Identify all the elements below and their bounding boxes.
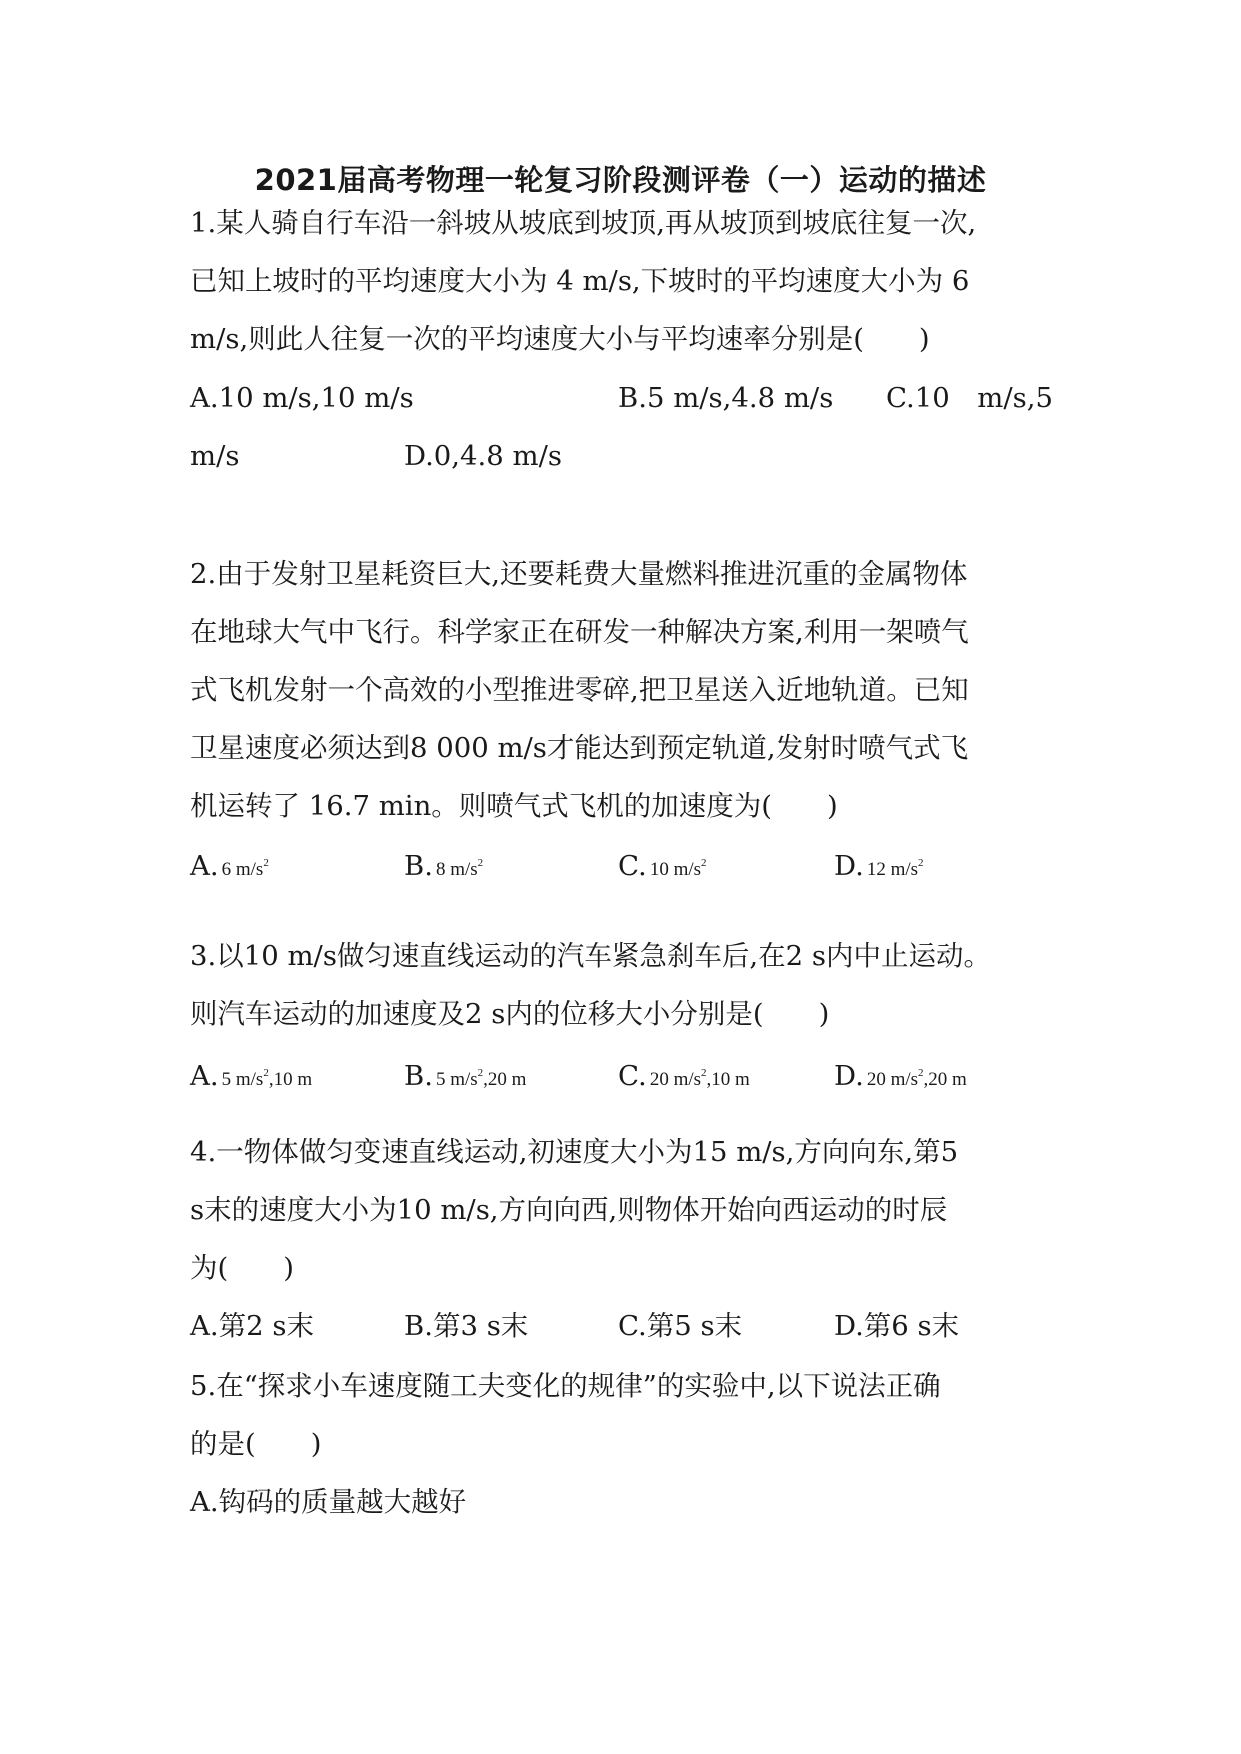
q4-line-3: 为( ) xyxy=(190,1252,294,1284)
q5-line-2: 的是( ) xyxy=(190,1428,322,1460)
q2-option-c: C. 10 $m/s^2$ xyxy=(618,850,707,882)
q4-option-d: D.第6 s末 xyxy=(834,1310,960,1342)
q2-line-1: 2.由于发射卫星耗资巨大,还要耗费大量燃料推进沉重的金属物体 xyxy=(190,558,968,590)
q2-line-5: 机运转了 16.7 min。则喷气式飞机的加速度为( ) xyxy=(190,790,838,822)
q4-option-a: A.第2 s末 xyxy=(190,1310,314,1342)
q2-option-b: B. 8 $m/s^2$ xyxy=(404,850,484,882)
q2-line-3: 式飞机发射一个高效的小型推进零碎,把卫星送入近地轨道。已知 xyxy=(190,674,969,706)
q4-line-2: s末的速度大小为10 m/s,方向向西,则物体开始向西运动的时辰 xyxy=(190,1194,948,1226)
q4-option-c: C.第5 s末 xyxy=(618,1310,743,1342)
q3-options-row xyxy=(0,1054,1241,1098)
q1-line-2: 已知上坡时的平均速度大小为 4 m/s,下坡时的平均速度大小为 6 xyxy=(190,265,970,297)
q2-option-d: D. 12 $m/s^2$ xyxy=(834,850,924,882)
q4-options-row xyxy=(0,1304,1241,1348)
q4-line-1: 4.一物体做匀变速直线运动,初速度大小为15 m/s,方向向东,第5 xyxy=(190,1136,959,1168)
q2-line-2: 在地球大气中飞行。科学家正在研发一种解决方案,利用一架喷气 xyxy=(190,616,969,648)
q1-options-row-1 xyxy=(0,376,1241,420)
q5-line-1: 5.在“探求小车速度随工夫变化的规律”的实验中,以下说法正确 xyxy=(190,1370,941,1402)
q1-line-1: 1.某人骑自行车沿一斜坡从坡底到坡顶,再从坡顶到坡底往复一次, xyxy=(190,207,977,239)
q3-option-d: D. 20 $m/s^2,20$ m xyxy=(834,1060,967,1092)
page-title: 2021届高考物理一轮复习阶段测评卷（一）运动的描述 xyxy=(254,163,987,197)
q4-option-b: B.第3 s末 xyxy=(404,1310,529,1342)
q3-option-c: C. 20 $m/s^2,10$ m xyxy=(618,1060,750,1092)
q2-options-row xyxy=(0,844,1241,888)
q3-line-2: 则汽车运动的加速度及2 s内的位移大小分别是( ) xyxy=(190,998,830,1030)
q3-option-a: A. 5 $m/s^2,10$ m xyxy=(190,1060,313,1092)
q1-option-d: D.0,4.8 m/s xyxy=(404,440,562,472)
q1-options-row-2 xyxy=(0,434,1241,478)
q3-line-1: 3.以10 m/s做匀速直线运动的汽车紧急刹车后,在2 s内中止运动。 xyxy=(190,940,992,972)
q1-option-c: C.10 m/s,5 xyxy=(886,382,1053,414)
q5-option-a: A.钩码的质量越大越好 xyxy=(190,1486,467,1518)
q2-option-a: A. 6 $m/s^2$ xyxy=(190,850,269,882)
q2-line-4: 卫星速度必须达到8 000 m/s才能达到预定轨道,发射时喷气式飞 xyxy=(190,732,969,764)
q1-option-b: B.5 m/s,4.8 m/s xyxy=(618,382,834,414)
q1-option-a: A.10 m/s,10 m/s xyxy=(190,382,414,414)
q1-line-3: m/s,则此人往复一次的平均速度大小与平均速率分别是( ) xyxy=(190,323,930,355)
q3-option-b: B. 5 $m/s^2,20$ m xyxy=(404,1060,527,1092)
q1-option-c-continued: m/s xyxy=(190,440,240,472)
